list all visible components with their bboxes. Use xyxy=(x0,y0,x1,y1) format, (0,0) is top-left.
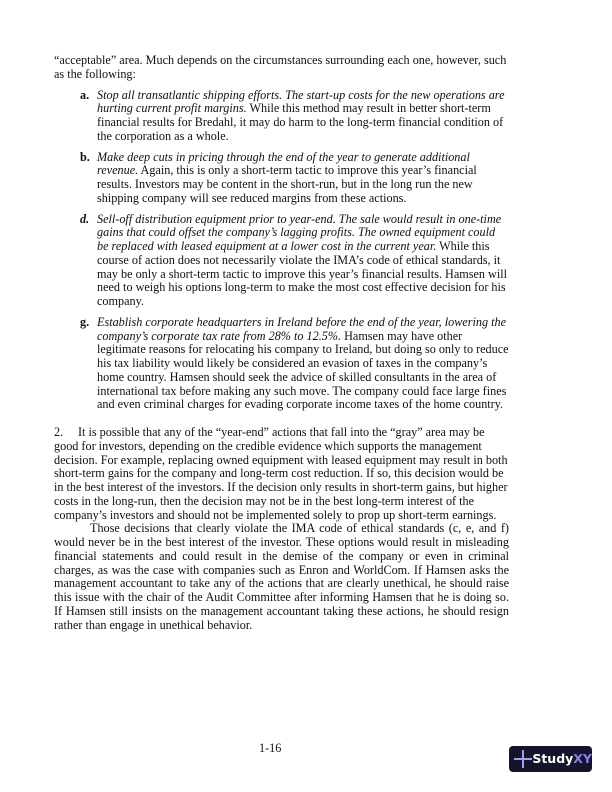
list-item-a xyxy=(80,89,509,144)
item-letter: a. xyxy=(80,87,90,102)
item-option: Make deep cuts in pricing through the end of the year to generate additional revenue. xyxy=(97,149,470,178)
list-item-g xyxy=(80,316,509,412)
item-explanation: Again, this is only a short-term tactic to improve this year’s financial results. Investors may be content in the short-run, but in the long run the new shipping company will see reduced margins from these actions. xyxy=(97,163,477,205)
item-explanation: While this course of action does not necessarily violate the IMA’s code of ethical standards, it may be only a short-term tactic to improve this year’s financial results. Hamsen will need to weigh his options long-term to make the most cost effective decision for his company. xyxy=(97,239,507,308)
item-option: Stop all transatlantic shipping efforts. The start-up costs for the new operations are hurting current profit margins. xyxy=(97,87,505,116)
plus-icon xyxy=(514,750,527,768)
item-letter: b. xyxy=(80,149,90,164)
intro-paragraph: “acceptable” area. Much depends on the circumstances surrounding each one, however, such as the following: xyxy=(54,53,507,81)
item-letter: d. xyxy=(80,211,90,226)
studyxy-logo xyxy=(509,746,592,772)
item-explanation: Hamsen may have other legitimate reasons for relocating his company to Ireland, but doing so only to reduce his tax liability would likely be considered an evasion of taxes in the company’s home country. Hamsen should seek the advice of skilled consultants in the area of international tax before making any such move. The company could face large fines and even criminal charges for evading corporate income taxes of the home country. xyxy=(97,328,509,412)
item-explanation: While this method may result in better short-term financial results for Bredahl, it may do harm to the long-term financial condition of the corporation as a whole. xyxy=(97,101,504,143)
logo-accent: XY xyxy=(573,751,592,767)
answer-number: 2. xyxy=(54,425,64,439)
item-option: Establish corporate headquarters in Ireland before the end of the year, lowering the company’s corporate tax rate from 28% to 12.5%. xyxy=(97,314,507,343)
page-number: 1-16 xyxy=(259,741,282,755)
item-letter: g. xyxy=(80,314,90,329)
answer-text-2: Those decisions that clearly violate the IMA code of ethical standards (c, e, and f) would never be in the best interest of the investor. These options would result in misleading financial statements and could result in the demise of the company or even in criminal charges, as was the case with companies such as Enron and WorldCom. If Hamsen asks the management accountant to take any of the actions that are clearly unethical, he should raise this issue with the chair of the Audit Committee after informing Hamsen that he is doing so. If Hamsen still insists on the management accountant taking these actions, he should resign rather than engage in unethical behavior. xyxy=(54,521,509,632)
answer-2-paragraph xyxy=(54,426,509,522)
list-item-b xyxy=(80,151,509,206)
document-body xyxy=(54,54,509,632)
list-item-d xyxy=(80,213,509,309)
answer-text: It is possible that any of the “year-end” actions that fall into the “gray” area may be good for investors, depending on the credible evidence which supports the management decision. For example, replacing owned equipment with leased equipment may result in both short-term gains for the company and long-term cost reduction. If so, this decision would be in the best interest of the investors. If the decision only results in short-term gains, but higher costs in the long-run, then the decision may not be in the best long-term interest of the company’s investors and should not be implemented solely to prop up short-term earnings. xyxy=(54,425,508,522)
item-option: Sell-off distribution equipment prior to year-end. The sale would result in one-time gains that could offset the company’s lagging profits. The owned equipment could be replaced with leased equipment at a lower cost in the current year. xyxy=(97,211,502,253)
answer-2-paragraph-2 xyxy=(54,522,509,632)
logo-text: Study xyxy=(532,751,574,767)
